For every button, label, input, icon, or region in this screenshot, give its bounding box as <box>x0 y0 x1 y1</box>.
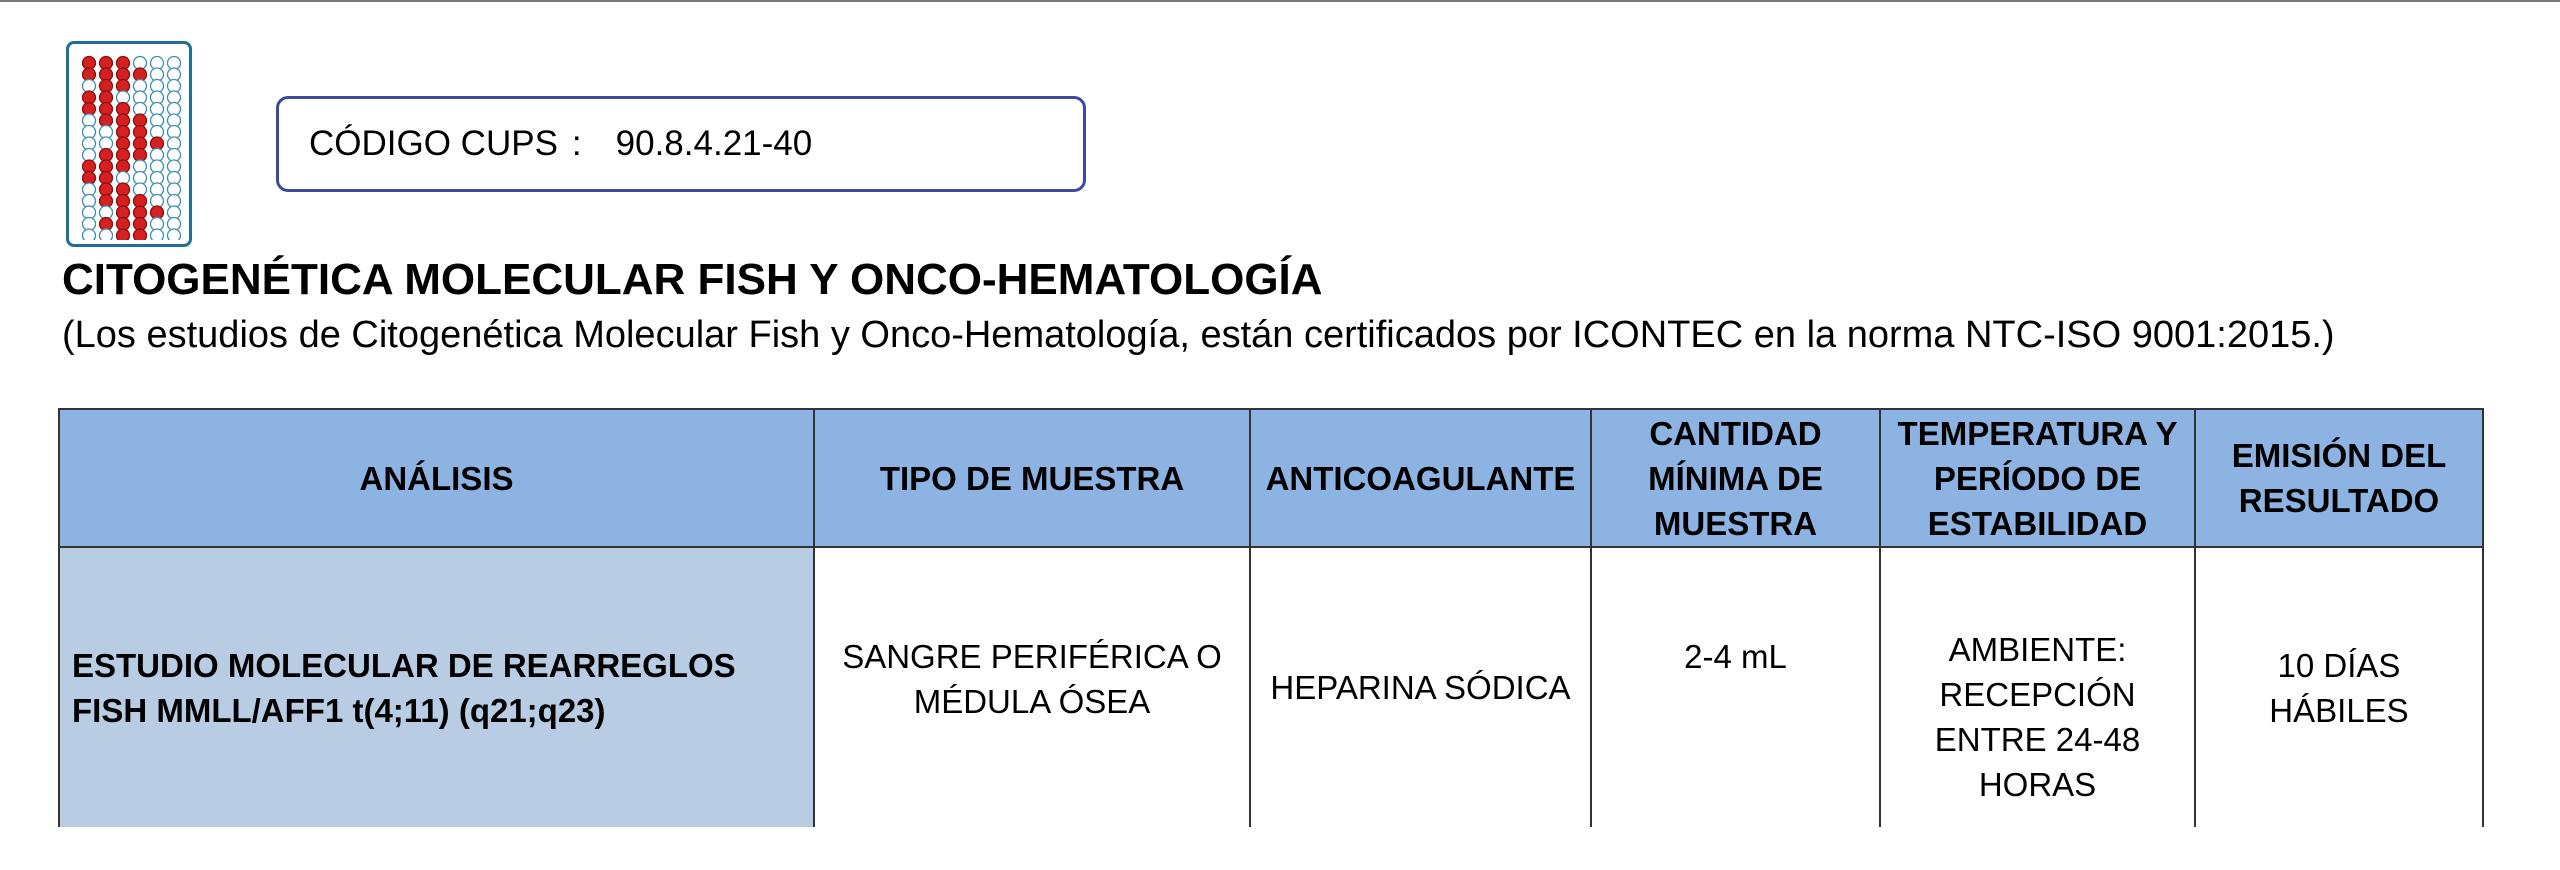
cell-analisis: ESTUDIO MOLECULAR DE REARREGLOS FISH MMLL/AFF1 t(4;11) (q21;q23) <box>59 547 814 827</box>
header-temperatura: TEMPERATURA Y PERÍODO DE ESTABILIDAD <box>1880 409 2195 547</box>
lab-logo <box>66 41 192 247</box>
header-tipo-muestra: TIPO DE MUESTRA <box>814 409 1250 547</box>
cell-anticoagulante: HEPARINA SÓDICA <box>1250 547 1591 827</box>
header-anticoagulante: ANTICOAGULANTE <box>1250 409 1591 547</box>
page-cutoff <box>58 829 2482 870</box>
page-title: CITOGENÉTICA MOLECULAR FISH Y ONCO-HEMATOLOGÍA <box>62 255 1323 304</box>
top-rule <box>0 0 2560 2</box>
cell-tipo-muestra: SANGRE PERIFÉRICA O MÉDULA ÓSEA <box>814 547 1250 827</box>
cell-emision: 10 DÍAS HÁBILES <box>2195 547 2483 827</box>
header-cantidad: CANTIDAD MÍNIMA DE MUESTRA <box>1591 409 1880 547</box>
analysis-table <box>58 408 2484 827</box>
header-analisis: ANÁLISIS <box>59 409 814 547</box>
header-emision: EMISIÓN DEL RESULTADO <box>2195 409 2483 547</box>
cups-label: CÓDIGO CUPS <box>309 124 558 163</box>
table-row <box>59 547 2483 827</box>
cups-code: 90.8.4.21-40 <box>615 124 813 163</box>
certification-note: (Los estudios de Citogenética Molecular Fish y Onco-Hematología, están certificados por ICONTEC en la norma NTC-ISO 9001:2015.) <box>62 314 2335 356</box>
cups-colon: : <box>571 124 582 163</box>
table-header-row <box>59 409 2483 547</box>
cups-code-box <box>276 96 1086 192</box>
molecule-dot-grid-icon <box>80 54 184 240</box>
cell-cantidad: 2-4 mL <box>1591 547 1880 827</box>
cell-temperatura: AMBIENTE: RECEPCIÓN ENTRE 24-48 HORAS <box>1880 547 2195 827</box>
